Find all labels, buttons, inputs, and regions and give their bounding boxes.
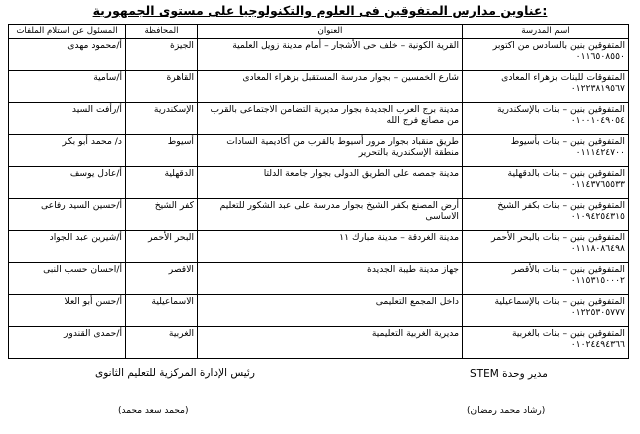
responsible-cell: أ/عادل يوسف (9, 167, 126, 199)
left-signature-name: (محمد سعد محمد) (118, 406, 189, 416)
school-name: المتفوقين بنين – بنات بكفر الشيخ (497, 200, 625, 211)
governorate-cell: أسيوط (126, 135, 198, 167)
address-cell: طريق منقباد بجوار مرور أسيوط بالقرب من أكاديمية السادات منطقة الإسكندرية بالتحرير (198, 135, 463, 167)
responsible-cell: أ/شيرين عبد الجواد (9, 231, 126, 263)
school-name: المتفوقات للبنات بزهراء المعادى (501, 72, 625, 83)
address-cell: جهاز مدينة طيبة الجديدة (198, 263, 463, 295)
school-name: المتفوقين بنين بالسادس من اكتوبر (492, 40, 625, 51)
school-cell (463, 231, 629, 263)
table-row (9, 295, 629, 327)
responsible-cell: د/ محمد أبو بكر (9, 135, 126, 167)
governorate-cell: الاقصر (126, 263, 198, 295)
school-cell (463, 295, 629, 327)
governorate-cell: البحر الأحمر (126, 231, 198, 263)
school-phone: ٠١١٦٥٠٨٥٥٠ (575, 51, 625, 62)
responsible-cell: أ/رأفت السيد (9, 103, 126, 135)
school-name: المتفوقين بنين – بنات بالدقهلية (507, 168, 625, 179)
governorate-cell: الدقهلية (126, 167, 198, 199)
school-name: المتفوقين بنين – بنات بالبحر الأحمر (491, 232, 625, 243)
school-phone: ٠١١١٨٠٨٦٤٩٨ (570, 243, 625, 254)
responsible-cell: أ/احسان حسب النبى (9, 263, 126, 295)
table-row (9, 199, 629, 231)
address-cell: مدينة جمصه على الطريق الدولى بجوار جامعة الدلتا (198, 167, 463, 199)
responsible-cell: أ/حسن أبو العلا (9, 295, 126, 327)
address-cell: مدينة برج العرب الجديدة بجوار مديرية التضامن الاجتماعى بالقرب من مصانع فرج الله (198, 103, 463, 135)
governorate-cell: الإسكندرية (126, 103, 198, 135)
school-cell (463, 199, 629, 231)
school-phone: ٠١١٥٣١٥٠٠٠٢ (570, 275, 625, 286)
school-phone: ٠١٠٢٤٤٩٤٣٦٦ (570, 339, 625, 350)
header-school: اسم المدرسة (463, 25, 629, 39)
table-row (9, 39, 629, 71)
school-phone: ٠١٠٩٤٢٥٤٣١٥ (570, 211, 625, 222)
school-cell (463, 135, 629, 167)
school-phone: ٠١١٤٣٧٦٥٥٣٣ (570, 179, 625, 190)
governorate-cell: الجيزة (126, 39, 198, 71)
school-name: المتفوقين بنين – بنات بالأقصر (511, 264, 625, 275)
left-signature-title: رئيس الإدارة المركزية للتعليم الثانوى (95, 367, 255, 379)
school-name: المتفوقين بنين – بنات بالإسماعيلية (494, 296, 625, 307)
governorate-cell: القاهرة (126, 71, 198, 103)
governorate-cell: الغربية (126, 327, 198, 359)
header-address: العنوان (198, 25, 463, 39)
address-cell: مديرية الغربية التعليمية (198, 327, 463, 359)
governorate-cell: الاسماعيلية (126, 295, 198, 327)
table-row (9, 327, 629, 359)
school-phone: ٠١١١٤٢٤٧٠٠ (575, 147, 625, 158)
table-header-row (9, 25, 629, 39)
school-cell (463, 103, 629, 135)
school-cell (463, 263, 629, 295)
table-row (9, 103, 629, 135)
school-cell (463, 167, 629, 199)
header-responsible: المسئول عن استلام الملفات (9, 25, 126, 39)
right-signature-title: مدير وحدة STEM (470, 368, 548, 380)
header-governorate: المحافظة (126, 25, 198, 39)
table-row (9, 231, 629, 263)
school-name: المتفوقين بنين – بنات بالغربية (511, 328, 625, 339)
table-row (9, 263, 629, 295)
governorate-cell: كفر الشيخ (126, 199, 198, 231)
school-cell (463, 327, 629, 359)
school-phone: ٠١٢٢٣٨١٩٥٦٧ (570, 83, 625, 94)
table-row (9, 135, 629, 167)
table-row (9, 167, 629, 199)
document-title: عناوين مدارس المتفوقين فى العلوم والتكنولوجيا على مستوى الجمهورية: (92, 3, 548, 18)
address-cell: شارع الخمسين – بجوار مدرسة المستقبل بزهراء المعادى (198, 71, 463, 103)
address-cell: أرض المصنع بكفر الشيخ بجوار مدرسة على عبد الشكور للتعليم الاساسى (198, 199, 463, 231)
address-cell: داخل المجمع التعليمى (198, 295, 463, 327)
table-row (9, 71, 629, 103)
school-name: المتفوقين بنين – بنات بالإسكندرية (496, 104, 625, 115)
school-cell (463, 71, 629, 103)
responsible-cell: أ/حسين السيد رفاعى (9, 199, 126, 231)
responsible-cell: أ/سامية (9, 71, 126, 103)
school-phone: ٠١٢٢٥٣٠٥٧٧٧ (570, 307, 625, 318)
schools-table (8, 24, 629, 359)
responsible-cell: أ/محمود مهدى (9, 39, 126, 71)
right-signature-name: (رشاد محمد رمضان) (467, 406, 546, 416)
school-cell (463, 39, 629, 71)
school-name: المتفوقين بنين – بنات بأسيوط (510, 136, 625, 147)
school-phone: ٠١٠٠١٠٤٩٠٥٤ (570, 115, 625, 126)
address-cell: القرية الكونية – خلف حى الأشجار – أمام مدينة زويل العلمية (198, 39, 463, 71)
responsible-cell: أ/حمدى القندور (9, 327, 126, 359)
address-cell: مدينة الغردقة – مدينة مبارك ١١ (198, 231, 463, 263)
